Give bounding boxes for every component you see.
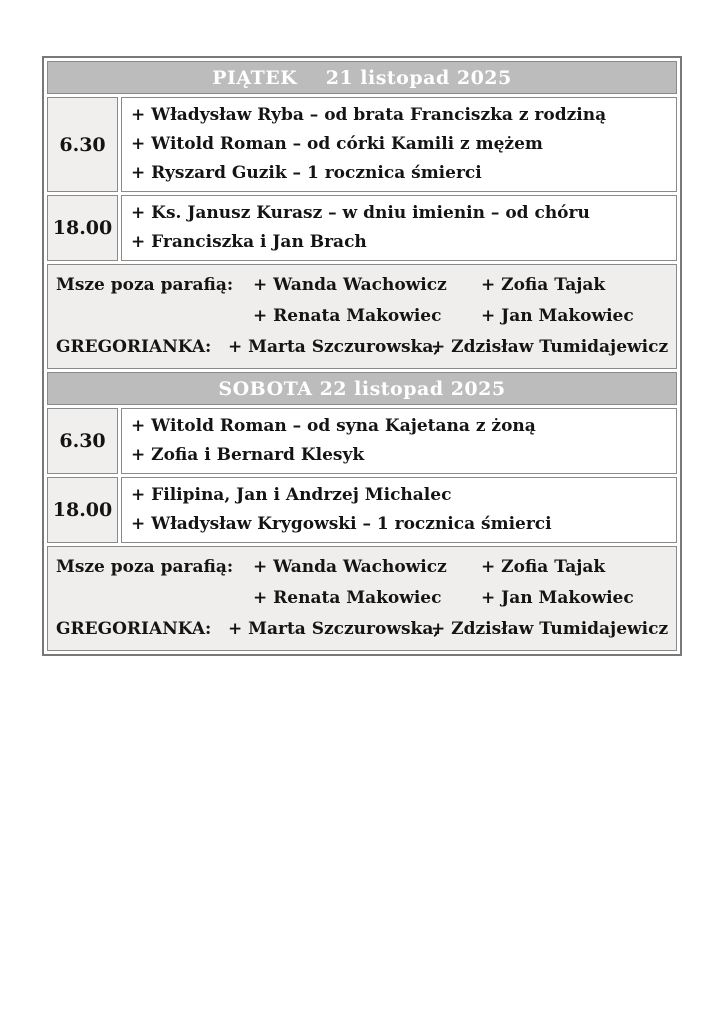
intention-line: + Witold Roman – od syna Kajetana z żoną: [131, 416, 536, 436]
outside-line: [56, 301, 670, 332]
gregorianka-name: + Marta Szczurowska,: [228, 619, 440, 639]
outside-label: Msze poza parafią:: [56, 557, 234, 577]
intention-line: + Filipina, Jan i Andrzej Michalec: [131, 485, 452, 505]
outside-line: [56, 552, 670, 583]
outside-label: Msze poza parafią:: [56, 275, 234, 295]
day-header-row: [47, 372, 677, 405]
mass-time: 18.00: [47, 195, 118, 261]
gregorianka-label: GREGORIANKA:: [56, 337, 212, 357]
mass-intentions-cell: [121, 408, 677, 474]
outside-name: + Wanda Wachowicz: [253, 275, 447, 295]
mass-row: [47, 195, 677, 261]
outside-masses-section: [47, 264, 677, 369]
mass-row: [47, 408, 677, 474]
outside-masses-row: [47, 546, 677, 651]
outside-name: + Zofia Tajak: [481, 557, 606, 577]
intention-line: + Witold Roman – od córki Kamili z mężem: [131, 134, 543, 154]
mass-time: 6.30: [47, 97, 118, 192]
gregorianka-line: [56, 614, 670, 645]
outside-name: + Zofia Tajak: [481, 275, 606, 295]
intention-line: + Władysław Krygowski – 1 rocznica śmierci: [131, 514, 552, 534]
mass-schedule-table: [42, 56, 682, 656]
outside-name: + Wanda Wachowicz: [253, 557, 447, 577]
gregorianka-name: + Zdzisław Tumidajewicz: [431, 619, 669, 639]
outside-name: + Renata Makowiec: [253, 306, 442, 326]
outside-masses-row: [47, 264, 677, 369]
day-header-friday: PIĄTEK 21 listopad 2025: [47, 61, 677, 94]
outside-line: [56, 583, 670, 614]
day-header-saturday: SOBOTA 22 listopad 2025: [47, 372, 677, 405]
gregorianka-label: GREGORIANKA:: [56, 619, 212, 639]
mass-intentions-cell: [121, 477, 677, 543]
intention-line: + Ks. Janusz Kurasz – w dniu imienin – od chóru: [131, 203, 590, 223]
mass-row: [47, 97, 677, 192]
outside-name: + Jan Makowiec: [481, 588, 634, 608]
day-header-row: [47, 61, 677, 94]
intention-line: + Władysław Ryba – od brata Franciszka z rodziną: [131, 105, 607, 125]
outside-line: [56, 270, 670, 301]
mass-row: [47, 477, 677, 543]
gregorianka-name: + Marta Szczurowska,: [228, 337, 440, 357]
mass-intentions-cell: [121, 97, 677, 192]
intention-line: + Zofia i Bernard Klesyk: [131, 445, 365, 465]
outside-masses-section: [47, 546, 677, 651]
outside-name: + Jan Makowiec: [481, 306, 634, 326]
mass-time: 18.00: [47, 477, 118, 543]
mass-time: 6.30: [47, 408, 118, 474]
gregorianka-name: + Zdzisław Tumidajewicz: [431, 337, 669, 357]
gregorianka-line: [56, 332, 670, 363]
outside-name: + Renata Makowiec: [253, 588, 442, 608]
intention-line: + Ryszard Guzik – 1 rocznica śmierci: [131, 163, 482, 183]
mass-intentions-cell: [121, 195, 677, 261]
intention-line: + Franciszka i Jan Brach: [131, 232, 367, 252]
